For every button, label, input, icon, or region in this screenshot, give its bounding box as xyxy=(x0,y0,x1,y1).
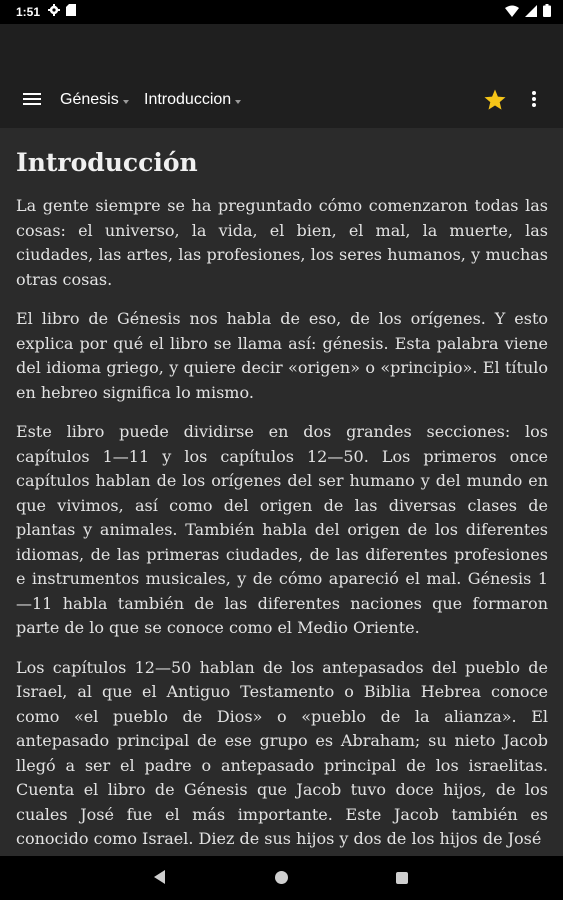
chapter-caret-icon xyxy=(235,100,241,104)
wifi-icon xyxy=(505,5,519,20)
intro-paragraph: Los capítulos 12—50 hablan de los antepasados del pueblo de Israel, al que el Antiguo Testamento o Biblia Hebrea conoce como «el pueblo de Dios» o «pueblo de la alianza». El antepasado principal de ese grupo es Abraham; su nieto Jacob llegó a ser el padre o antepasado principal de los israelitas. Cuenta el libro de Génesis que Jacob tuvo doce hijos, de los cuales José fue el más importante. Este Jacob también es conocido como Israel. Diez de sus hijos y dos de los hijos de José xyxy=(16,657,548,848)
home-circle-icon[interactable] xyxy=(275,871,288,884)
signal-icon xyxy=(525,5,537,20)
page-title: Introducción xyxy=(16,148,198,177)
battery-icon xyxy=(543,4,551,20)
app-bar xyxy=(0,24,563,128)
intro-paragraph: El libro de Génesis nos habla de eso, de los orígenes. Y esto explica por qué el libro se llama así: génesis. Esta palabra viene del idioma griego, y quiere decir «origen» o «principio». El título en hebreo significa lo mismo. xyxy=(16,309,548,402)
status-time: 1:51 xyxy=(16,5,41,19)
reading-content[interactable] xyxy=(16,128,548,856)
back-triangle-icon[interactable] xyxy=(154,870,165,884)
book-caret-icon xyxy=(123,100,129,104)
status-bar xyxy=(0,0,563,24)
status-left-icons xyxy=(48,4,76,19)
book-selector[interactable] xyxy=(60,91,129,109)
toolbar xyxy=(0,84,563,116)
book-selector-label: Génesis xyxy=(60,91,119,108)
status-right-icons xyxy=(505,4,551,20)
system-nav-bar xyxy=(0,856,563,900)
gear-icon xyxy=(48,4,60,19)
chapter-selector-label: Introduccion xyxy=(144,91,232,108)
hamburger-menu-icon[interactable] xyxy=(22,90,44,110)
chapter-selector[interactable] xyxy=(144,91,241,109)
more-vertical-icon[interactable] xyxy=(526,89,542,111)
intro-paragraph: La gente siempre se ha preguntado cómo comenzaron todas las cosas: el universo, la vida, el bien, el mal, la muerte, las ciudades, las artes, las profesiones, los seres humanos, y muchas otras cosas. xyxy=(16,196,548,289)
recents-square-icon[interactable] xyxy=(396,872,408,884)
star-icon[interactable] xyxy=(483,88,507,112)
intro-paragraph: Este libro puede dividirse en dos grandes secciones: los capítulos 1—11 y los capítulos 12—50. Los primeros once capítulos hablan de los orígenes del ser humano y del mundo en que vivimos, así como del origen de las diversas clases de plantas y animales. También habla del origen de los diferentes idiomas, de las primeras ciudades, de las diferentes profesiones e instrumentos musicales, y de cómo apareció el mal. Génesis 1—11 habla también de las diferentes naciones que formaron parte de lo que se conoce como el Medio Oriente. xyxy=(16,422,548,637)
sd-card-icon xyxy=(66,4,76,19)
